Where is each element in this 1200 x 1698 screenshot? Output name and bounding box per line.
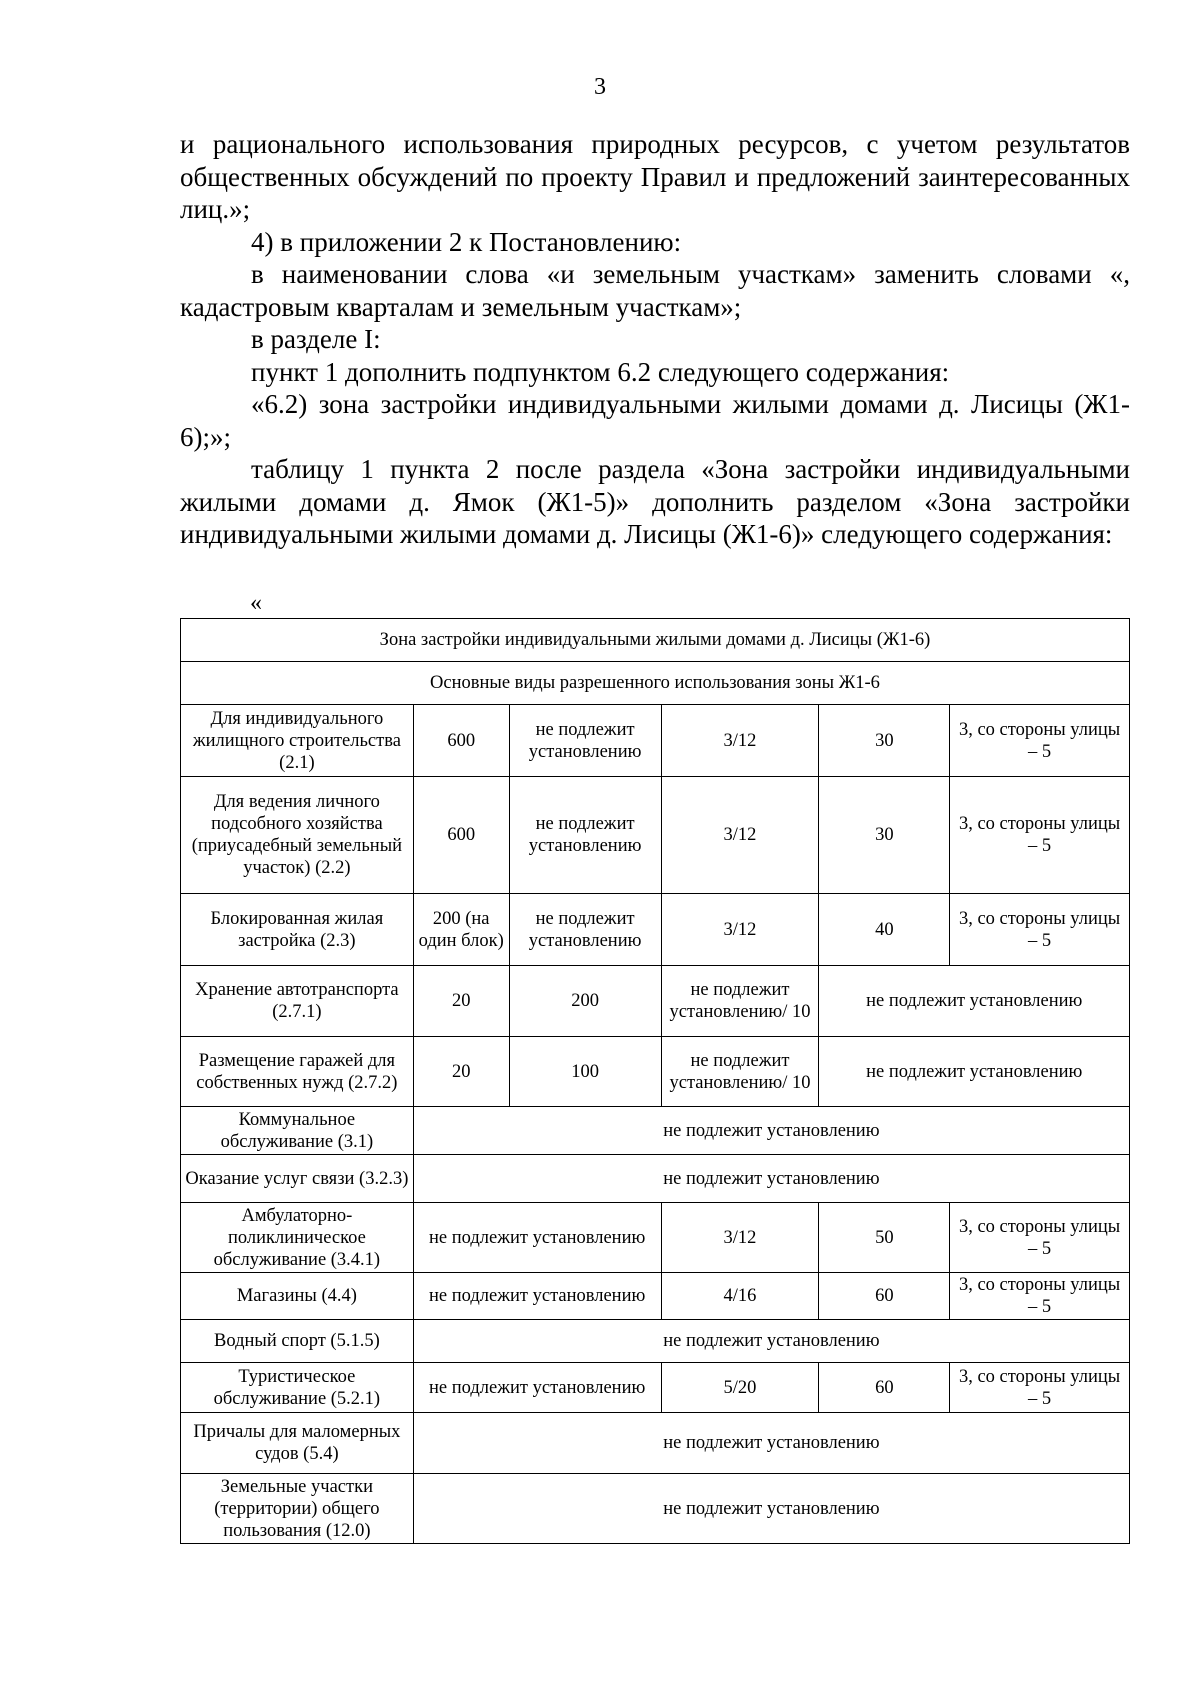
use-name: Для индивидуального жилищного строительства (2.1) — [181, 705, 414, 777]
zone-table — [180, 618, 1130, 1544]
table-title-row — [181, 619, 1130, 662]
floors-height: 5/20 — [661, 1363, 819, 1413]
coverage: 60 — [819, 1363, 950, 1413]
floors-height: 4/16 — [661, 1273, 819, 1320]
use-name: Хранение автотранспорта (2.7.1) — [181, 966, 414, 1037]
use-name: Оказание услуг связи (3.2.3) — [181, 1155, 414, 1203]
table-subtitle-row — [181, 662, 1130, 705]
paragraph: в наименовании слова «и земельным участкам» заменить словами «, кадастровым кварталам и земельным участкам»; — [180, 259, 1130, 322]
max-area: 100 — [509, 1037, 661, 1107]
all-params: не подлежит установлению — [413, 1474, 1129, 1544]
use-name: Коммунальное обслуживание (3.1) — [181, 1107, 414, 1155]
paragraph: таблицу 1 пункта 2 после раздела «Зона застройки индивидуальными жилыми домами д. Ямок (Ж1-5)» дополнить разделом «Зона застройки индивидуальными жилыми домами д. Лисицы (Ж1-6)» следующего содержания: — [180, 454, 1130, 549]
floors-height: не подлежит установлению/ 10 — [661, 1037, 819, 1107]
min-area: 200 (на один блок) — [413, 894, 509, 966]
table-subtitle: Основные виды разрешенного использования зоны Ж1-6 — [181, 662, 1130, 705]
floors-height: 3/12 — [661, 894, 819, 966]
setback: 3, со стороны улицы – 5 — [950, 705, 1130, 777]
use-name: Туристическое обслуживание (5.2.1) — [181, 1363, 414, 1413]
all-params: не подлежит установлению — [413, 1155, 1129, 1203]
table-row — [181, 1474, 1130, 1544]
page-number: 3 — [594, 74, 606, 100]
max-area: 200 — [509, 966, 661, 1037]
min-area: 20 — [413, 1037, 509, 1107]
paragraph: пункт 1 дополнить подпунктом 6.2 следующего содержания: — [251, 356, 950, 387]
all-params: не подлежит установлению — [413, 1320, 1129, 1363]
area-params: не подлежит установлению — [413, 1273, 661, 1320]
paragraph: 4) в приложении 2 к Постановлению: — [251, 226, 682, 257]
use-name: Амбулаторно-поликлиническое обслуживание (3.4.1) — [181, 1203, 414, 1273]
table-row — [181, 777, 1130, 894]
paragraph: и рационального использования природных ресурсов, с учетом результатов общественных обсуждений по проекту Правил и предложений заинтересованных лиц.»; — [180, 129, 1130, 224]
setback: 3, со стороны улицы – 5 — [950, 894, 1130, 966]
table-title: Зона застройки индивидуальными жилыми домами д. Лисицы (Ж1-6) — [181, 619, 1130, 662]
setback: 3, со стороны улицы – 5 — [950, 1203, 1130, 1273]
area-params: не подлежит установлению — [413, 1363, 661, 1413]
max-area: не подлежит установлению — [509, 705, 661, 777]
table-row — [181, 1413, 1130, 1474]
use-name: Размещение гаражей для собственных нужд (2.7.2) — [181, 1037, 414, 1107]
table-row — [181, 705, 1130, 777]
floors-height: 3/12 — [661, 705, 819, 777]
table-row — [181, 1107, 1130, 1155]
max-area: не подлежит установлению — [509, 894, 661, 966]
use-name: Водный спорт (5.1.5) — [181, 1320, 414, 1363]
paragraph: в разделе I: — [251, 324, 381, 354]
setback: 3, со стороны улицы – 5 — [950, 1363, 1130, 1413]
paragraph: «6.2) зона застройки индивидуальными жилыми домами д. Лисицы (Ж1-6);»; — [180, 389, 1130, 452]
min-area: 600 — [413, 705, 509, 777]
use-name: Магазины (4.4) — [181, 1273, 414, 1320]
coverage-setback: не подлежит установлению — [819, 1037, 1130, 1107]
use-name: Блокированная жилая застройка (2.3) — [181, 894, 414, 966]
table-row — [181, 1320, 1130, 1363]
coverage: 50 — [819, 1203, 950, 1273]
table-row — [181, 1203, 1130, 1273]
use-name: Для ведения личного подсобного хозяйства (приусадебный земельный участок) (2.2) — [181, 777, 414, 894]
max-area: не подлежит установлению — [509, 777, 661, 894]
body-text — [180, 128, 1130, 551]
table-row — [181, 1363, 1130, 1413]
open-quote: « — [250, 590, 262, 616]
area-params: не подлежит установлению — [413, 1203, 661, 1273]
floors-height: 3/12 — [661, 777, 819, 894]
coverage: 60 — [819, 1273, 950, 1320]
min-area: 20 — [413, 966, 509, 1037]
coverage: 30 — [819, 777, 950, 894]
table-row — [181, 1155, 1130, 1203]
table-row — [181, 1037, 1130, 1107]
floors-height: 3/12 — [661, 1203, 819, 1273]
min-area: 600 — [413, 777, 509, 894]
coverage-setback: не подлежит установлению — [819, 966, 1130, 1037]
table-row — [181, 1273, 1130, 1320]
table-row — [181, 966, 1130, 1037]
floors-height: не подлежит установлению/ 10 — [661, 966, 819, 1037]
all-params: не подлежит установлению — [413, 1107, 1129, 1155]
all-params: не подлежит установлению — [413, 1413, 1129, 1474]
coverage: 40 — [819, 894, 950, 966]
setback: 3, со стороны улицы – 5 — [950, 1273, 1130, 1320]
coverage: 30 — [819, 705, 950, 777]
use-name: Причалы для маломерных судов (5.4) — [181, 1413, 414, 1474]
setback: 3, со стороны улицы – 5 — [950, 777, 1130, 894]
table-row — [181, 894, 1130, 966]
use-name: Земельные участки (территории) общего пользования (12.0) — [181, 1474, 414, 1544]
